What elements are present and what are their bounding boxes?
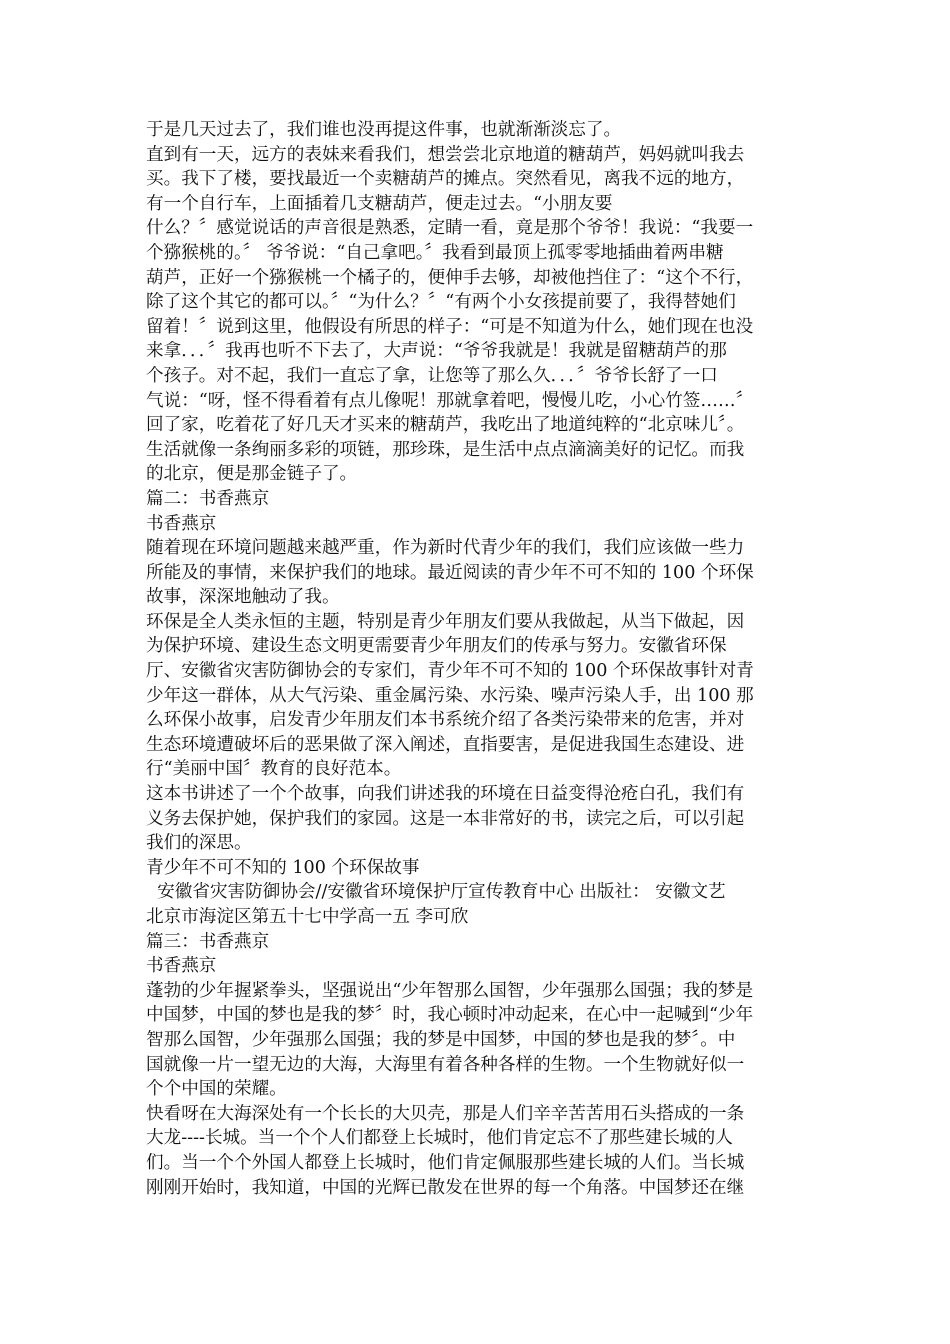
text-line: 环保是全人类永恒的主题，特别是青少年朋友们要从我做起，从当下做起，因 [146,611,745,632]
text-line: 随着现在环境问题越来越严重，作为新时代青少年的我们，我们应该做一些力 [146,538,745,559]
book-publisher: 安徽省灾害防御协会//安徽省环境保护厅宣传教育中心 出版社： 安徽文艺 [146,882,726,903]
document-body [146,118,806,1200]
text-line: 个孩子。对不起，我们一直忘了拿，让您等了那么久．．．〞爷爷长舒了一口 [146,365,718,386]
text-line: 行“美丽中国〞教育的良好范本。 [146,759,402,780]
text-line: 葫芦，正好一个猕猴桃一个橘子的，便伸手去够，却被他挡住了：“这个不行， [146,267,754,288]
text-line: 有一个自行车，上面插着几支糖葫芦，便走过去。“小朋友要 [146,193,613,214]
text-line: 来拿．．．〞我再也听不下去了，大声说：“爷爷我就是！我就是留糖葫芦的那 [146,341,727,362]
text-line: 们。当一个个外国人都登上长城时，他们肯定佩服那些建长城的人们。当长城 [146,1152,745,1173]
text-line: 我们的深思。 [146,833,252,854]
text-line: 生态环境遭破坏后的恶果做了深入阐述，直指要害，是促进我国生态建设、进 [146,734,745,755]
text-line: 于是几天过去了，我们谁也没再提这件事，也就渐渐淡忘了。 [146,120,622,140]
section-title: 书香燕京 [146,513,217,534]
text-line: 蓬勃的少年握紧拳头，坚强说出“少年智那么国智，少年强那么国强；我的梦是 [146,980,754,1001]
section-title: 书香燕京 [146,956,217,977]
text-line: 直到有一天，远方的表妹来看我们，想尝尝北京地道的糖葫芦，妈妈就叫我去 [146,144,745,165]
section-heading: 篇二：书香燕京 [146,488,270,509]
text-line: 生活就像一条绚丽多彩的项链，那珍珠，是生活中点点滴滴美好的记忆。而我 [146,439,745,460]
text-line: 故事，深深地触动了我。 [146,587,340,608]
text-line: 除了这个其它的都可以。〞“为什么？〞“有两个小女孩提前要了，我得替她们 [146,292,736,313]
text-line: 智那么国智，少年强那么国强；我的梦是中国梦，中国的梦也是我的梦〞。中 [146,1029,736,1050]
text-line: 气说：“呀，怪不得看着有点儿像呢！那就拿着吧，慢慢儿吃，小心竹签……〞 [146,390,754,411]
text-line: 少年这一群体，从大气污染、重金属污染、水污染、噪声污染人手，出 100 那 [146,685,754,706]
book-title: 青少年不可不知的 100 个环保故事 [146,857,420,878]
text-line: 么环保小故事，启发青少年朋友们本书系统介绍了各类污染带来的危害，并对 [146,710,745,731]
text-line: 的北京，便是那金链子了。 [146,464,358,485]
text-line: 这本书讲述了一个个故事，向我们讲述我的环境在日益变得沧疮白孔，我们有 [146,784,745,805]
text-line: 厅、安徽省灾害防御协会的专家们，青少年不可不知的 100 个环保故事针对青 [146,661,754,682]
text-line: 留着！〞说到这里，他假设有所思的样子：“可是不知道为什么，她们现在也没 [146,316,754,337]
text-line: 快看呀在大海深处有一个长长的大贝壳，那是人们辛辛苦苦用石头搭成的一条 [146,1103,745,1124]
text-line: 个猕猴桃的。〞 爷爷说：“自己拿吧。〞我看到最顶上孤零零地插曲着两串糖 [146,242,724,263]
text-line: 大龙----长城。当一个个人们都登上长城时，他们肯定忘不了那些建长城的人 [146,1128,733,1149]
text-line: 回了家，吃着花了好几天才买来的糖葫芦，我吃出了地道纯粹的“北京味儿〞。 [146,415,745,436]
text-line: 中国梦，中国的梦也是我的梦〞时，我心顿时冲动起来，在心中一起喊到“少年 [146,1005,754,1026]
text-line: 国就像一片一望无边的大海，大海里有着各种各样的生物。一个生物就好似一 [146,1054,745,1075]
text-line: 所能及的事情，来保护我们的地球。最近阅读的青少年不可不知的 100 个环保 [146,562,754,583]
author-line: 北京市海淀区第五十七中学高一五 李可欣 [146,907,469,927]
text-line: 个个中国的荣耀。 [146,1079,287,1100]
text-line: 义务去保护她，保护我们的家园。这是一本非常好的书，读完之后，可以引起 [146,808,745,829]
text-line: 什么？〞感觉说话的声音很是熟悉，定睛一看，竟是那个爷爷！我说：“我要一 [146,218,754,239]
text-line: 为保护环境、建设生态文明更需要青少年朋友们的传承与努力。安徽省环保 [146,636,727,657]
text-line: 买。我下了楼，要找最近一个卖糖葫芦的摊点。突然看见，离我不远的地方， [146,169,745,190]
text-line: 刚刚开始时，我知道，中国的光辉已散发在世界的每一个角落。中国梦还在继 [146,1177,745,1198]
section-heading: 篇三：书香燕京 [146,931,270,952]
